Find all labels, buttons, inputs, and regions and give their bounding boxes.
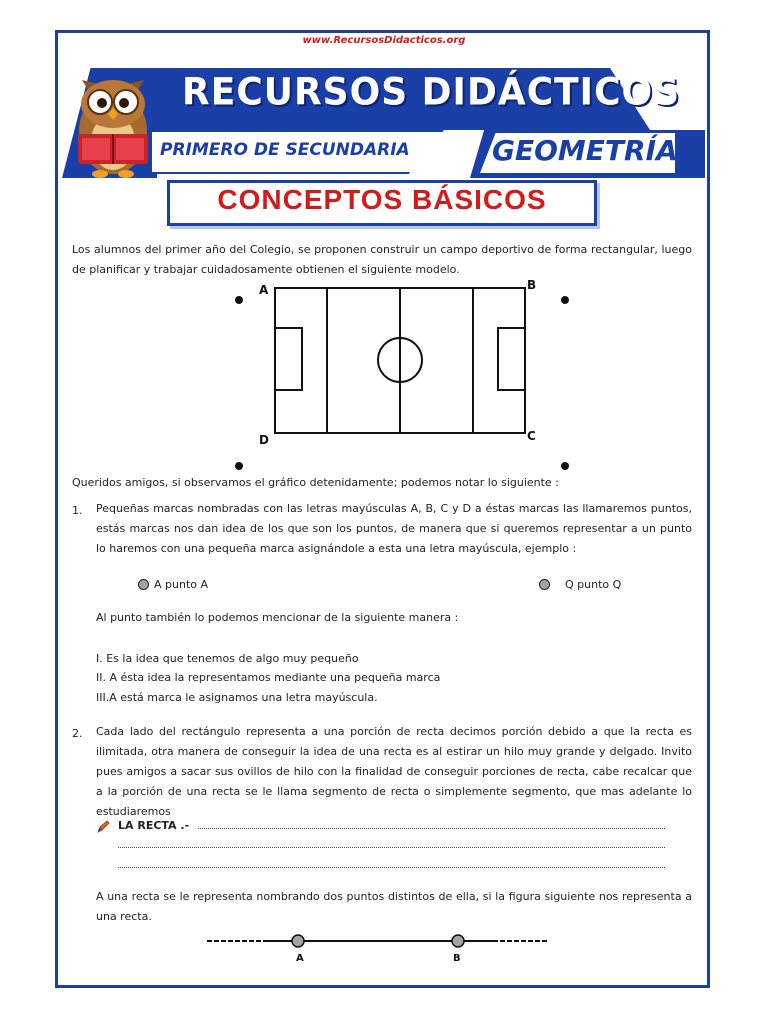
soccer-field-diagram bbox=[230, 280, 580, 480]
brand-title: RECURSOS DIDÁCTICOS bbox=[182, 70, 681, 115]
subject-label: GEOMETRÍA bbox=[492, 134, 678, 167]
field-label-b: B bbox=[527, 278, 537, 292]
field-dot bbox=[235, 462, 243, 470]
item-2-paragraph: Cada lado del rectángulo representa a una porción de recta decimos porción debido a que la recta es ilimitada, otra manera de conseguir la idea de una recta es al estirar un hilo muy grande y delgado. Invito pues amigos a sacar sus ovillos de hilo con la finalidad de conseguir porciones de recta, cabe recalcar que a la porción de una recta se le llama segmento de recta o simplemente segmento, que mas adelante lo estudiaremos bbox=[96, 725, 692, 818]
item-1-number: 1. bbox=[72, 504, 83, 517]
la-recta-label: LA RECTA .- bbox=[118, 819, 190, 832]
recta-paragraph: A una recta se le representa nombrando dos puntos distintos de ella, si la figura siguiente nos representa a una recta. bbox=[96, 890, 692, 923]
list-item: III.A está marca le asignamos una letra mayúscula. bbox=[96, 691, 378, 704]
list-item: I. Es la idea que tenemos de algo muy pequeño bbox=[96, 652, 359, 665]
field-dot bbox=[561, 462, 569, 470]
line-label-b: B bbox=[453, 953, 461, 964]
page-title: CONCEPTOS BÁSICOS bbox=[217, 184, 547, 215]
observe-paragraph: Queridos amigos, si observamos el gráfico detenidamente; podemos notar lo siguiente : bbox=[72, 476, 559, 489]
list-item: II. A ésta idea la representamos mediante una pequeña marca bbox=[96, 671, 441, 684]
field-dot bbox=[561, 296, 569, 304]
point-a-label: A punto A bbox=[154, 578, 209, 591]
pencil-bullet-icon bbox=[96, 820, 110, 834]
item-1-paragraph: Pequeñas marcas nombradas con las letras mayúsculas A, B, C y D a éstas marcas las llamaremos puntos, estás marcas nos dan idea de los que son los puntos, de manera que si queremos representar a un punto lo haremos con una pequeña marca asignándole a esta una letra mayúscula, ejemplo : bbox=[96, 502, 692, 555]
answer-line bbox=[118, 867, 665, 868]
mention-paragraph: Al punto también lo podemos mencionar de la siguiente manera : bbox=[96, 611, 459, 624]
site-url[interactable]: www.RecursosDidacticos.org bbox=[302, 35, 466, 46]
owl-mascot-icon bbox=[68, 62, 158, 180]
line-diagram bbox=[205, 930, 550, 970]
item-2-number: 2. bbox=[72, 727, 83, 740]
grade-label: PRIMERO DE SECUNDARIA bbox=[160, 140, 410, 160]
field-dot bbox=[235, 296, 243, 304]
point-q-marker bbox=[539, 579, 550, 590]
answer-line bbox=[118, 847, 665, 848]
point-q-label: Q punto Q bbox=[565, 578, 622, 591]
field-label-a: A bbox=[259, 283, 269, 297]
answer-line bbox=[198, 828, 665, 829]
field-label-c: C bbox=[527, 429, 536, 443]
line-label-a: A bbox=[296, 953, 304, 964]
point-a-marker bbox=[138, 579, 149, 590]
intro-paragraph: Los alumnos del primer año del Colegio, se proponen construir un campo deportivo de forma rectangular, luego de planificar y trabajar cuidadosamente obtienen el siguiente modelo. bbox=[72, 243, 692, 276]
field-label-d: D bbox=[259, 433, 269, 447]
